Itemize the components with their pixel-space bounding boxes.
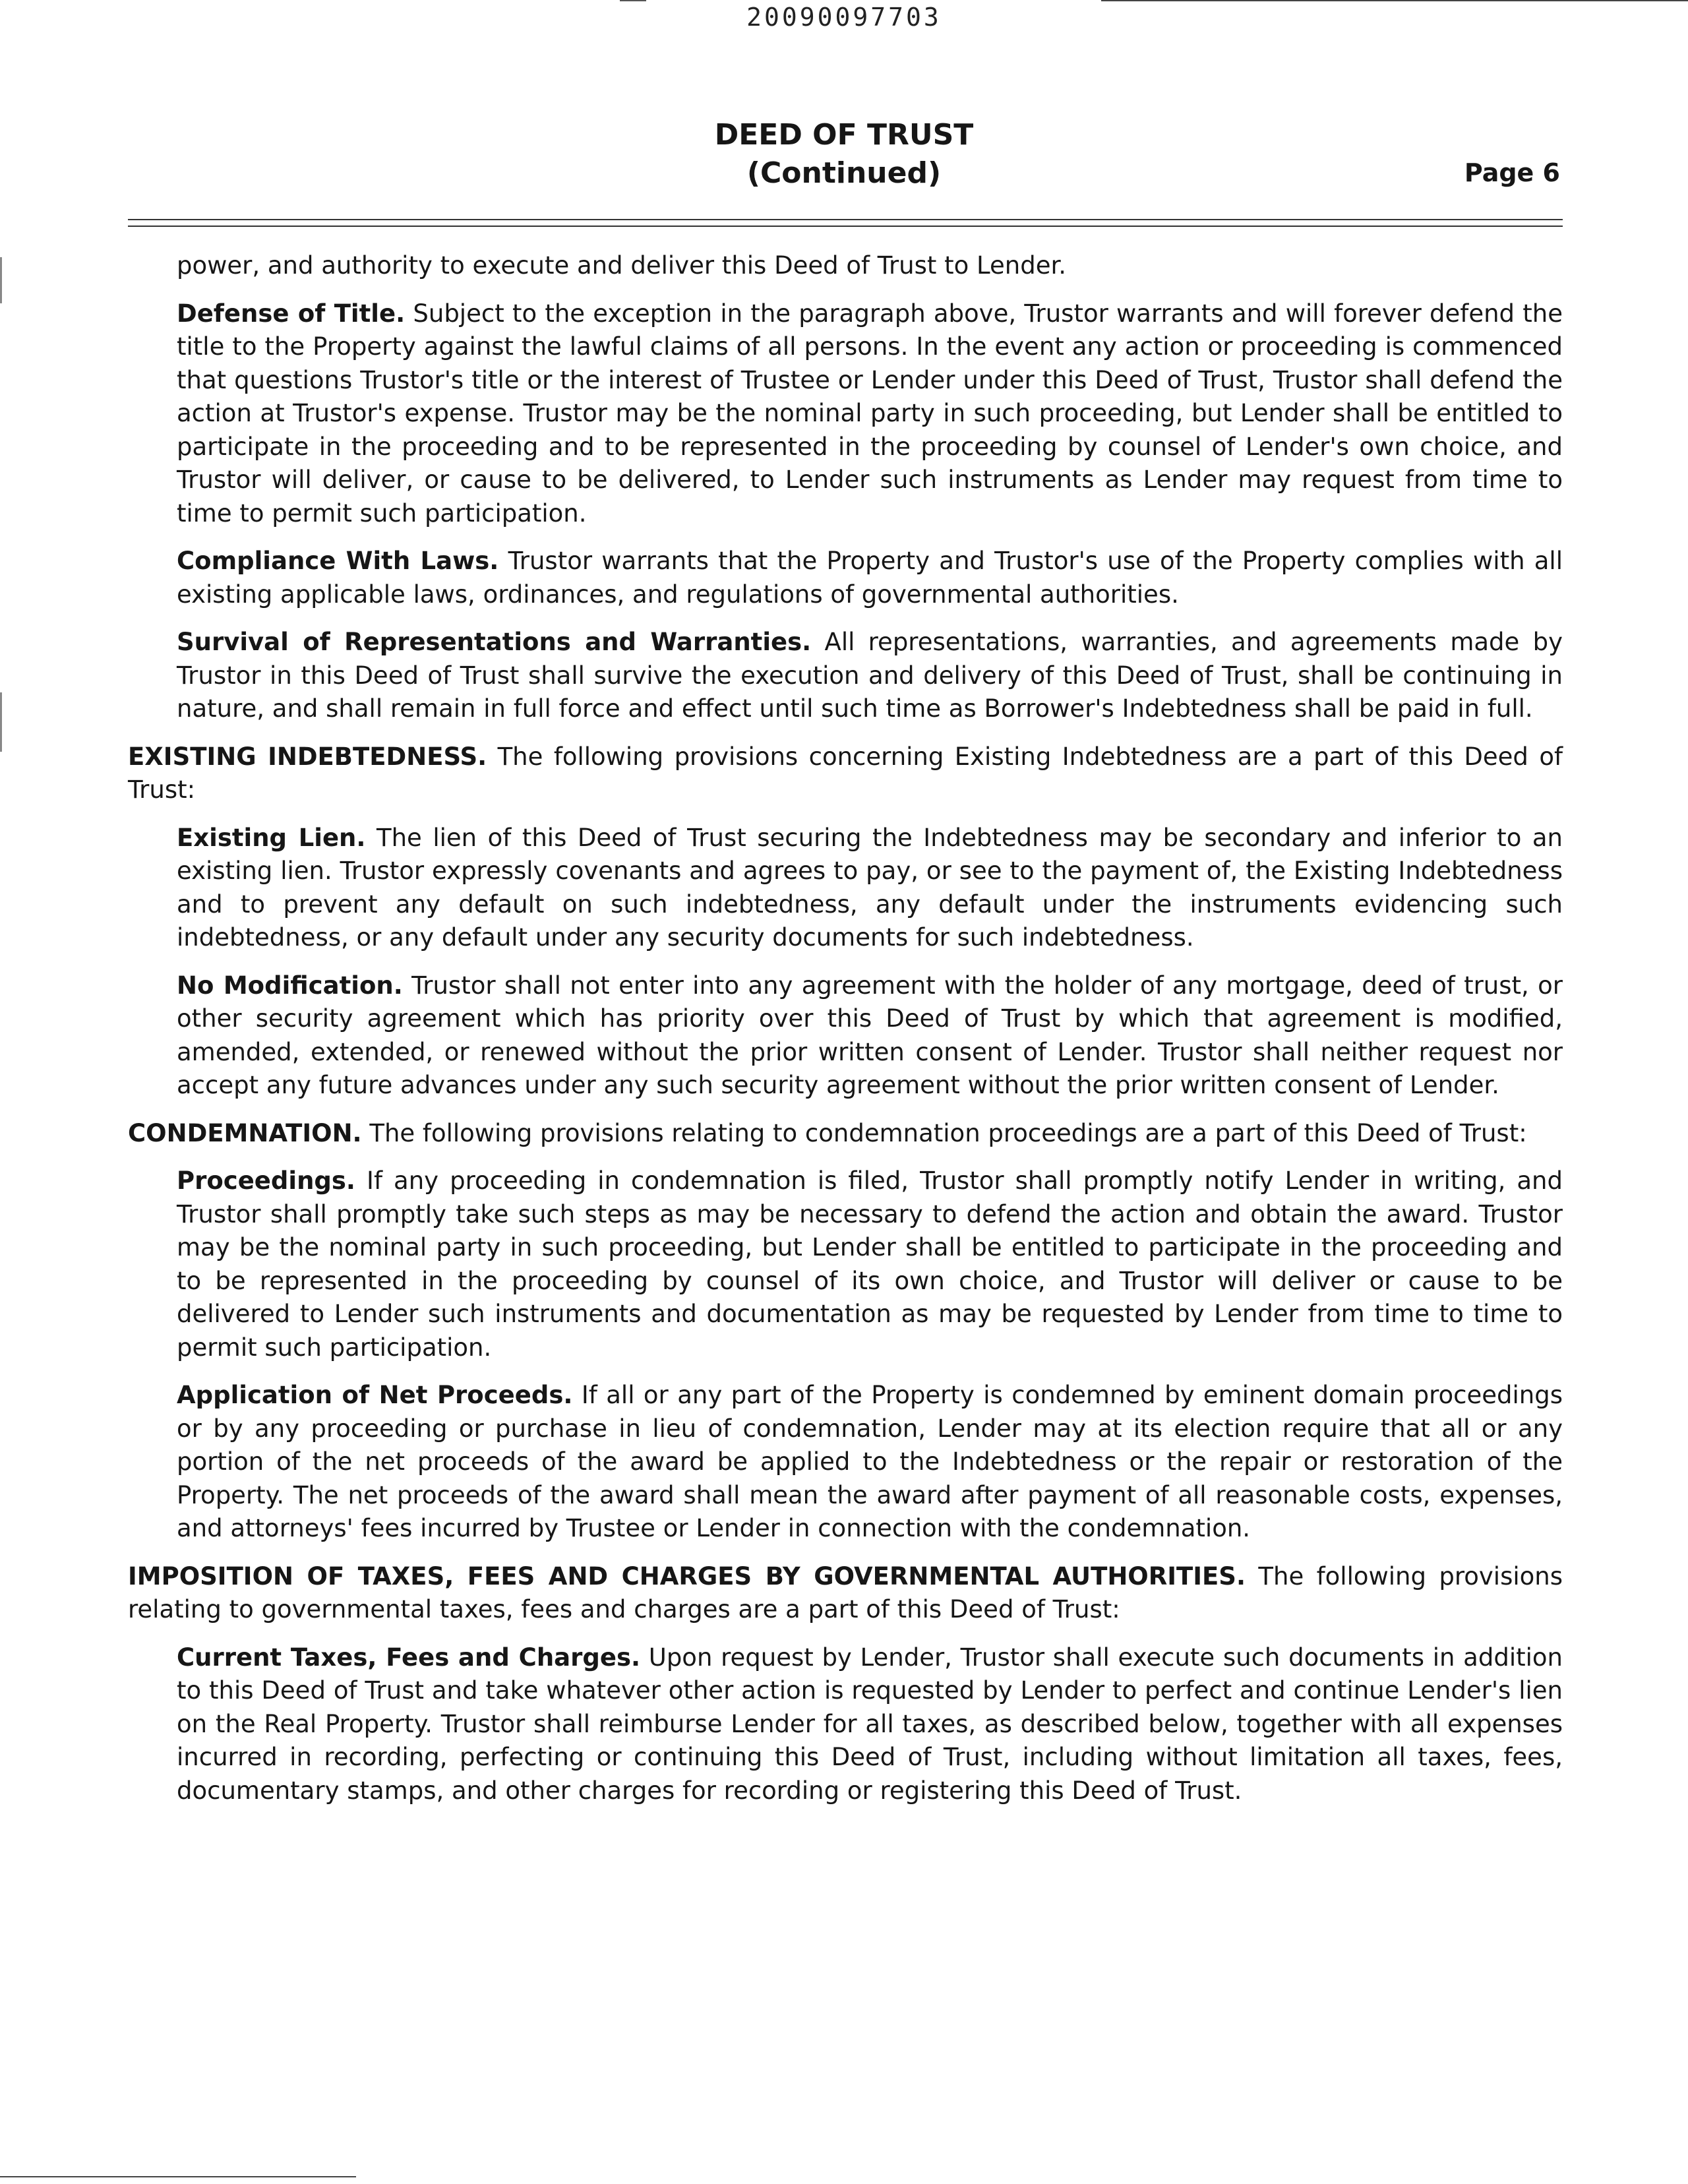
section-existing-indebtedness: EXISTING INDEBTEDNESS. The following provisions concerning Existing Indebtedness are a part of this Deed of Trust: [128,742,1563,804]
paragraph-application-of-net-proceeds: Application of Net Proceeds. If all or any part of the Property is condemned by eminent domain proceedings or by any proceeding or purchase in lieu of condemnation, Lender may at its election require that all or any portion of the net proceeds of the award be applied to the Indebtedness or the repair or restoration of the Property. The net proceeds of the award shall mean the award after payment of all reasonable costs, expenses, and attorneys' fees incurred by Trustee or Lender in connection with the condemnation. [177,1381,1563,1542]
paragraph-existing-lien: Existing Lien. The lien of this Deed of Trust securing the Indebtedness may be secondary and inferior to an existing lien. Trustor expressly covenants and agrees to pay, or see to the payment of, the Existing Indebtedness and to prevent any default on such indebtedness, any default under the instruments evidencing such indebtedness, or any default under any security documents for such indebtedness. [177,823,1563,952]
scan-edge-mark [1101,0,1688,1]
section-heading: CONDEMNATION. [128,1118,362,1147]
paragraph-proceedings: Proceedings. If any proceeding in condemnation is filed, Trustor shall promptly notify Lender in writing, and Trustor shall promptly take such steps as may be necessary to defend the action and obtain the award. Trustor may be the nominal party in such proceeding, but Lender shall be entitled to participate in the proceeding and to be represented in the proceeding by counsel of its own choice, and Trustor will deliver or cause to be delivered to Lender such instruments and documentation as may be requested by Lender from time to time to permit such participation. [177,1167,1563,1362]
paragraph-compliance-with-laws: Compliance With Laws. Trustor warrants that the Property and Trustor's use of the Property complies with all existing applicable laws, ordinances, and regulations of governmental authorities. [177,547,1563,609]
paragraph-heading: Survival of Representations and Warranties. [177,628,812,656]
page-number: Page 6 [1464,158,1560,187]
paragraph-current-taxes: Current Taxes, Fees and Charges. Upon request by Lender, Trustor shall execute such documents in addition to this Deed of Trust and take whatever other action is requested by Lender to perfect and continue Lender's lien on the Real Property. Trustor shall reimburse Lender for all taxes, as described below, together with all expenses incurred in recording, perfecting or continuing this Deed of Trust, including without limitation all taxes, fees, documentary stamps, and other charges for recording or registering this Deed of Trust. [177,1643,1563,1805]
document-title: DEED OF TRUST [714,118,974,152]
scan-margin-mark [0,257,2,303]
recording-number: 20090097703 [746,3,942,32]
paragraph-heading: Compliance With Laws. [177,547,499,575]
paragraph-heading: Proceedings. [177,1167,355,1195]
paragraph-no-modification: No Modification. Trustor shall not enter into any agreement with the holder of any mortgage, deed of trust, or other security agreement which has priority over this Deed of Trust by which that agreement is modified, amended, extended, or renewed without the prior written consent of Lender. Trustor shall neither request nor accept any future advances under any such security agreement without the prior written consent of Lender. [177,971,1563,1099]
document-subtitle: (Continued) [746,156,942,190]
paragraph-survival-of-representations: Survival of Representations and Warranties. All representations, warranties, and agreements made by Trustor in this Deed of Trust shall survive the execution and delivery of this Deed of Trust, shall be continuing in nature, and shall remain in full force and effect until such time as Borrower's Indebtedness shall be paid in full. [177,628,1563,723]
scan-margin-mark [0,692,2,752]
paragraph-heading: No Modification. [177,971,403,1000]
document-title-block [0,116,1688,193]
paragraph: power, and authority to execute and deliver this Deed of Trust to Lender. [177,251,1067,280]
document-body [128,249,1563,1822]
paragraph-heading: Defense of Title. [177,299,406,328]
scan-edge-mark [620,0,646,1]
header-divider [128,219,1563,220]
section-condemnation: CONDEMNATION. The following provisions relating to condemnation proceedings are a part of this Deed of Trust: [128,1118,1527,1147]
section-imposition-of-taxes: IMPOSITION OF TAXES, FEES AND CHARGES BY GOVERNMENTAL AUTHORITIES. The following provisions relating to governmental taxes, fees and charges are a part of this Deed of Trust: [128,1562,1563,1623]
scan-edge-mark [0,2176,356,2177]
paragraph-heading: Application of Net Proceeds. [177,1381,573,1409]
paragraph-defense-of-title: Defense of Title. Subject to the exception in the paragraph above, Trustor warrants and will forever defend the title to the Property against the lawful claims of all persons. In the event any action or proceeding is commenced that questions Trustor's title or the interest of Trustee or Lender under this Deed of Trust, Trustor shall defend the action at Trustor's expense. Trustor may be the nominal party in such proceeding, but Lender shall be entitled to participate in the proceeding and to be represented in the proceeding by counsel of Lender's own choice, and Trustor will deliver, or cause to be delivered, to Lender such instruments as Lender may request from time to time to permit such participation. [177,299,1563,528]
paragraph-heading: Existing Lien. [177,823,366,852]
header-divider [128,226,1563,227]
section-heading: IMPOSITION OF TAXES, FEES AND CHARGES BY GOVERNMENTAL AUTHORITIES. [128,1562,1246,1591]
paragraph-heading: Current Taxes, Fees and Charges. [177,1643,641,1672]
section-heading: EXISTING INDEBTEDNESS. [128,742,487,771]
